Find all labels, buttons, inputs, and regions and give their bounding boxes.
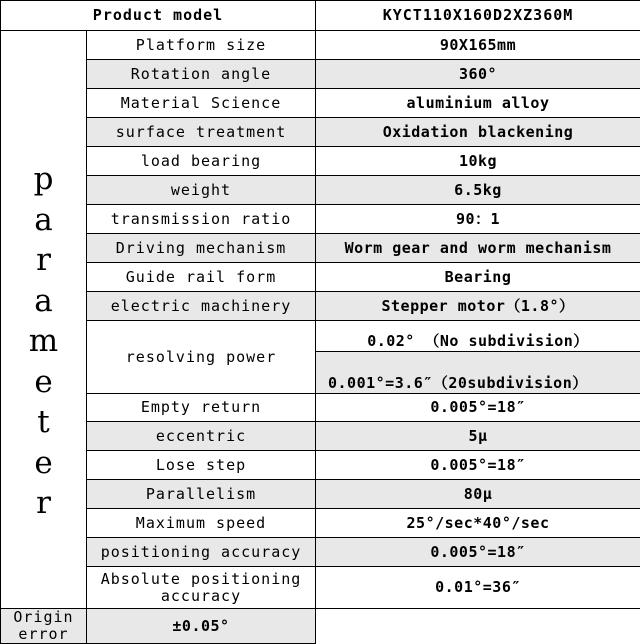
- row-label: Guide rail form: [87, 263, 316, 292]
- side-letter: m: [3, 321, 84, 362]
- side-letter: a: [3, 281, 84, 322]
- row-value: 360°: [316, 60, 640, 89]
- row-label: electric machinery: [87, 292, 316, 321]
- side-letter: p: [3, 159, 84, 200]
- row-value: 90X165mm: [316, 31, 640, 60]
- table-row: [1, 292, 640, 321]
- row-label: positioning accuracy: [87, 538, 316, 567]
- row-label: load bearing: [87, 147, 316, 176]
- table-row: [1, 147, 640, 176]
- row-value: 90：1: [316, 205, 640, 234]
- table-row: [1, 567, 640, 609]
- table-row: [1, 60, 640, 89]
- table-row: [1, 263, 640, 292]
- table-row: [1, 176, 640, 205]
- table-row: [1, 509, 640, 538]
- side-letter: e: [3, 362, 84, 403]
- row-value: 0.005°=18″: [316, 394, 640, 422]
- resolving-power-value-2: 0.001°=3.6″（20subdivision）: [316, 352, 640, 394]
- table-row: [1, 234, 640, 263]
- table-row-resolving: [1, 321, 640, 352]
- row-label: surface treatment: [87, 118, 316, 147]
- side-letter: r: [3, 240, 84, 281]
- row-label: Material Science: [87, 89, 316, 118]
- table-row: [1, 451, 640, 480]
- row-value: 80μ: [316, 480, 640, 509]
- row-label: Maximum speed: [87, 509, 316, 538]
- row-value: Oxidation blackening: [316, 118, 640, 147]
- header-row: [1, 1, 640, 31]
- side-letter: a: [3, 200, 84, 241]
- table-row: [1, 205, 640, 234]
- row-value: 10kg: [316, 147, 640, 176]
- row-label: Lose step: [87, 451, 316, 480]
- resolving-power-label: resolving power: [87, 321, 316, 394]
- side-letter: r: [3, 483, 84, 524]
- row-value: 0.005°=18″: [316, 451, 640, 480]
- row-label: Absolute positioning accuracy: [87, 567, 316, 609]
- table-row: [1, 31, 640, 60]
- table-row: [1, 422, 640, 451]
- row-value: 0.01°=36″: [316, 567, 640, 609]
- resolving-power-value-1: 0.02° （No subdivision）: [316, 321, 640, 352]
- row-label: Platform size: [87, 31, 316, 60]
- row-label: weight: [87, 176, 316, 205]
- product-model-value: KYCT110X160D2XZ360M: [316, 1, 640, 31]
- row-label: Rotation angle: [87, 60, 316, 89]
- table-row: [1, 609, 640, 644]
- side-letter: e: [3, 443, 84, 484]
- row-value: Bearing: [316, 263, 640, 292]
- row-value: 5μ: [316, 422, 640, 451]
- row-value: Worm gear and worm mechanism: [316, 234, 640, 263]
- table-row: [1, 538, 640, 567]
- parameter-side-label: [1, 31, 87, 609]
- row-value: Stepper motor（1.8°）: [316, 292, 640, 321]
- product-model-label: Product model: [1, 1, 316, 31]
- row-value: ±0.05°: [87, 609, 316, 644]
- side-letter: t: [3, 402, 84, 443]
- row-value: 0.005°=18″: [316, 538, 640, 567]
- row-value: 6.5kg: [316, 176, 640, 205]
- row-label: Empty return: [87, 394, 316, 422]
- table-row: [1, 89, 640, 118]
- row-label: Parallelism: [87, 480, 316, 509]
- row-label: eccentric: [87, 422, 316, 451]
- table-row: [1, 480, 640, 509]
- table-row: [1, 394, 640, 422]
- row-label: transmission ratio: [87, 205, 316, 234]
- row-value: 25°/sec*40°/sec: [316, 509, 640, 538]
- row-value: aluminium alloy: [316, 89, 640, 118]
- row-label: Driving mechanism: [87, 234, 316, 263]
- table-row: [1, 118, 640, 147]
- row-label: Origin error: [1, 609, 87, 644]
